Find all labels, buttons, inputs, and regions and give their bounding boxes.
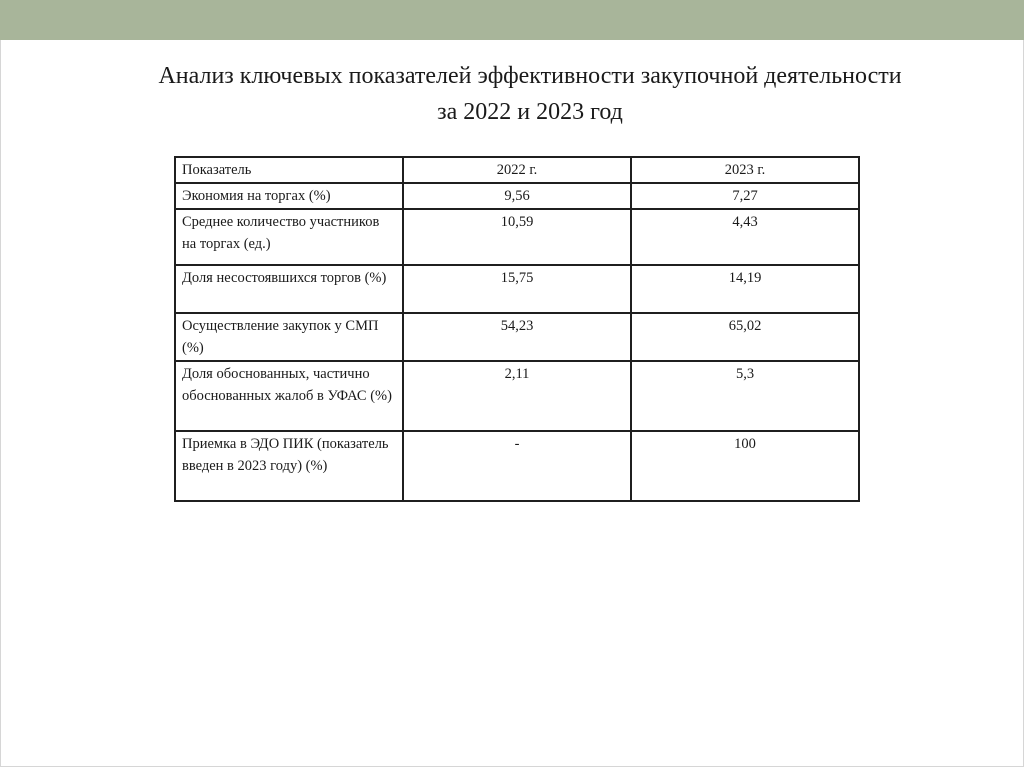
value-2022-cell: 2,11 — [403, 361, 631, 431]
value-2023-cell: 4,43 — [631, 209, 859, 265]
value-2022-cell: 10,59 — [403, 209, 631, 265]
value-2023-cell: 5,3 — [631, 361, 859, 431]
value-2023-cell: 65,02 — [631, 313, 859, 361]
table-row — [175, 361, 859, 431]
column-header-indicator: Показатель — [175, 157, 403, 183]
value-2022-cell: 9,56 — [403, 183, 631, 209]
indicator-cell: Экономия на торгах (%) — [175, 183, 403, 209]
value-2023-cell: 100 — [631, 431, 859, 501]
table-row — [175, 183, 859, 209]
table-header-row — [175, 157, 859, 183]
table-row — [175, 209, 859, 265]
column-header-2023: 2023 г. — [631, 157, 859, 183]
value-2022-cell: 15,75 — [403, 265, 631, 313]
column-header-2022: 2022 г. — [403, 157, 631, 183]
value-2022-cell: - — [403, 431, 631, 501]
value-2023-cell: 14,19 — [631, 265, 859, 313]
indicator-cell: Доля обоснованных, частично обоснованных жалоб в УФАС (%) — [175, 361, 403, 431]
indicator-cell: Среднее количество участников на торгах (ед.) — [175, 209, 403, 265]
indicator-cell: Доля несостоявшихся торгов (%) — [175, 265, 403, 313]
slide-title — [100, 58, 960, 130]
table-row — [175, 431, 859, 501]
table-row — [175, 265, 859, 313]
table-row — [175, 313, 859, 361]
slide-title-line-2: за 2022 и 2023 год — [437, 99, 623, 125]
slide-title-line-1: Анализ ключевых показателей эффективности закупочной деятельности — [158, 63, 902, 89]
value-2022-cell: 54,23 — [403, 313, 631, 361]
slide-header-bar — [0, 0, 1024, 40]
indicator-cell: Приемка в ЭДО ПИК (показатель введен в 2023 году) (%) — [175, 431, 403, 501]
value-2023-cell: 7,27 — [631, 183, 859, 209]
indicator-cell: Осуществление закупок у СМП (%) — [175, 313, 403, 361]
kpi-table — [174, 156, 860, 502]
